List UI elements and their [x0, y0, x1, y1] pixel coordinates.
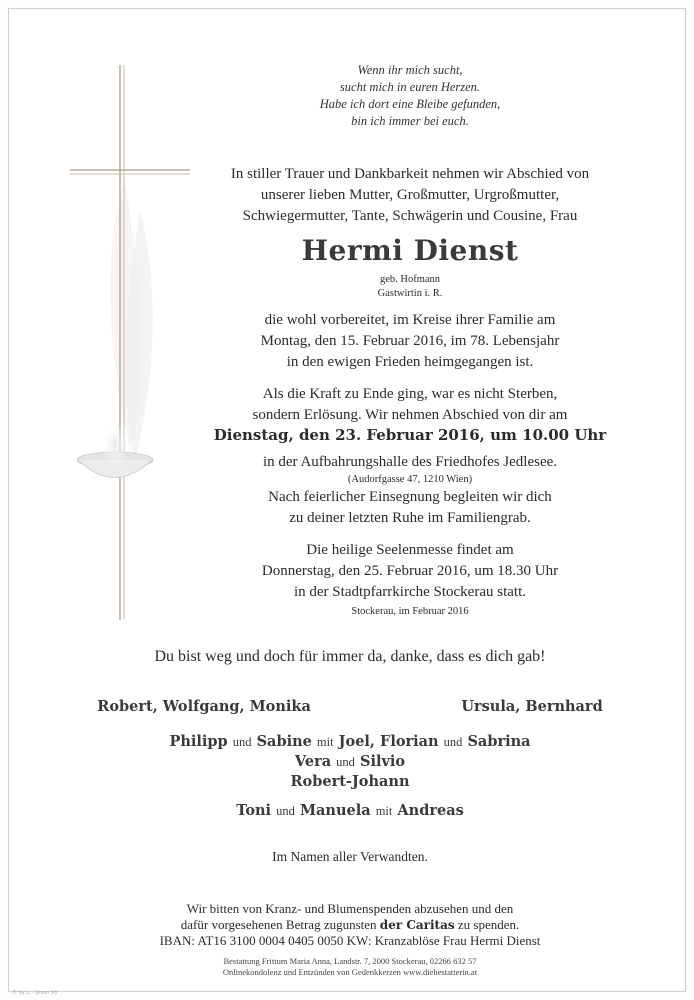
family-block — [60, 732, 640, 791]
death-line: die wohl vorbereitet, im Kreise ihrer Familie am — [264, 312, 556, 328]
maiden-name: geb. Hofmann — [379, 274, 441, 285]
family-row — [60, 697, 640, 716]
location-line: in der Aufbahrungshalle des Friedhofes Jedlesee. — [262, 454, 558, 470]
family-name: Andreas — [397, 802, 464, 819]
family-name: Joel, Florian — [338, 733, 439, 750]
family-name: Sabine — [256, 733, 312, 750]
poem — [180, 62, 640, 130]
poem-line: Habe ich dort eine Bleibe gefunden, — [319, 97, 501, 111]
location-address: (Audorfgasse 47, 1210 Wien) — [347, 474, 473, 485]
donation-text: dafür vorgesehenen Betrag zugunsten — [180, 917, 380, 932]
conjunction: und — [336, 755, 355, 769]
profession: Gastwirtin i. R. — [377, 288, 443, 299]
farewell-text — [180, 384, 640, 426]
family-names: Robert, Wolfgang, Monika — [97, 698, 311, 715]
farewell-line: Als die Kraft zu Ende ging, war es nicht Sterben, — [262, 386, 558, 402]
intro-line: unserer lieben Mutter, Großmutter, Urgroßmutter, — [260, 187, 560, 203]
footer-line: Bestattung Frittum Maria Anna, Landstr. 7, 2000 Stockerau, 02266 632 57 — [223, 956, 477, 966]
death-line: in den ewigen Frieden heimgegangen ist. — [286, 354, 534, 370]
location-line: zu deiner letzten Ruhe im Familiengrab. — [289, 510, 531, 526]
conjunction: mit — [316, 735, 334, 749]
poem-line: sucht mich in euren Herzen. — [339, 80, 481, 94]
donation-request — [60, 901, 640, 949]
donation-text: zu spenden. — [454, 917, 520, 932]
intro-line: In stiller Trauer und Dankbarkeit nehmen wir Abschied von — [230, 166, 590, 182]
family-name: Vera — [294, 753, 332, 770]
conjunction: und — [443, 735, 463, 749]
family-name: Toni — [236, 802, 272, 819]
caritas-name: der Caritas — [379, 918, 455, 932]
poem-line: bin ich immer bei euch. — [351, 114, 469, 128]
death-notice — [180, 310, 640, 373]
family-name: Manuela — [299, 802, 371, 819]
footer-line: Onlinekondolenz und Entzünden von Gedenkkerzen www.diebestatterin.at — [222, 967, 478, 977]
death-line: Montag, den 15. Februar 2016, im 78. Lebensjahr — [260, 333, 560, 349]
family-names: Ursula, Bernhard — [461, 698, 603, 715]
intro-line: Schwiegermutter, Tante, Schwägerin und Cousine, Frau — [242, 208, 578, 224]
copyright-note: © by L. - Jovan 93 — [12, 990, 58, 996]
iban-line: IBAN: AT16 3100 0004 0405 0050 KW: Kranzablöse Frau Hermi Dienst — [159, 933, 541, 948]
funeral-date: Dienstag, den 23. Februar 2016, um 10.00 Uhr — [213, 426, 607, 444]
donation-line — [60, 917, 640, 933]
deceased-name: Hermi Dienst — [301, 234, 519, 267]
intro-text — [180, 164, 640, 227]
conjunction: und — [232, 735, 252, 749]
location-line: Nach feierlicher Einsegnung begleiten wir dich — [268, 489, 552, 505]
poem-line: Wenn ihr mich sucht, — [357, 63, 463, 77]
donation-line: Wir bitten von Kranz- und Blumenspenden abzusehen und den — [186, 901, 514, 916]
subtitle — [180, 273, 640, 301]
mass-line: Die heilige Seelenmesse findet am — [306, 542, 514, 558]
family-name: Sabrina — [467, 733, 531, 750]
family-name: Philipp — [169, 733, 228, 750]
footer — [60, 956, 640, 978]
family-name: Silvio — [359, 753, 406, 770]
family-row — [60, 801, 640, 821]
mass-line: Donnerstag, den 25. Februar 2016, um 18.30 Uhr — [261, 563, 559, 579]
conjunction: mit — [375, 804, 393, 818]
farewell-line: sondern Erlösung. Wir nehmen Abschied von dir am — [252, 407, 568, 423]
funeral-location — [180, 452, 640, 529]
family-name: Robert-Johann — [290, 773, 410, 790]
mass-line: in der Stadtpfarrkirche Stockerau statt. — [293, 584, 526, 600]
motto: Du bist weg und doch für immer da, danke, dass es dich gab! — [154, 648, 546, 665]
place-date: Stockerau, im Februar 2016 — [351, 606, 469, 617]
memorial-mass — [180, 540, 640, 603]
conjunction: und — [276, 804, 295, 818]
relatives-signature: Im Namen aller Verwandten. — [272, 849, 428, 864]
